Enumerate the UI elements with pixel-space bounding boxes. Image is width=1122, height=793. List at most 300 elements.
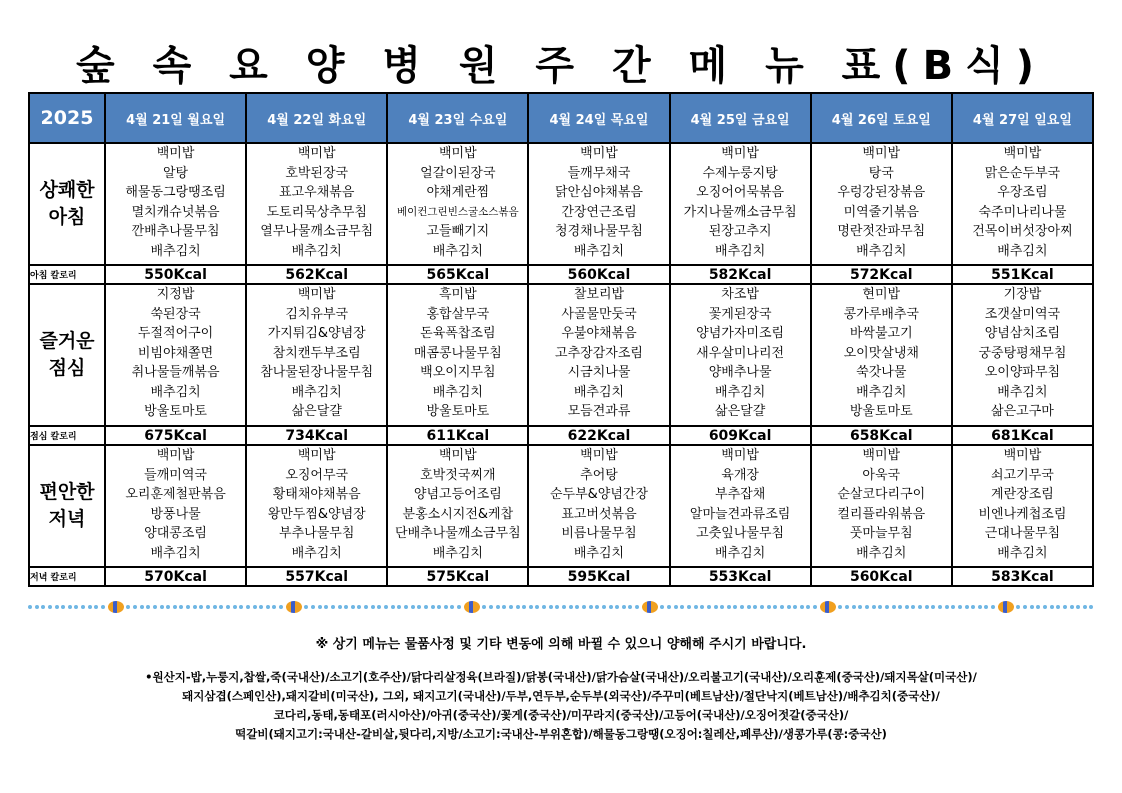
dot-decoration xyxy=(958,605,962,609)
dinner-calorie-row xyxy=(29,567,1093,586)
fish-icon xyxy=(464,601,480,613)
dot-decoration xyxy=(1089,605,1093,609)
dot-decoration xyxy=(615,605,619,609)
menu-item: 열무나물깨소금무침 xyxy=(260,224,374,239)
menu-item: 방울토마토 xyxy=(426,404,490,419)
dot-decoration xyxy=(496,605,500,609)
dot-decoration xyxy=(905,605,909,609)
dot-decoration xyxy=(793,605,797,609)
dot-decoration xyxy=(660,605,664,609)
menu-item: 탕국 xyxy=(868,165,894,181)
menu-item: 배추김치 xyxy=(291,384,342,400)
year-header: 2025 xyxy=(29,93,105,143)
dot-decoration xyxy=(951,605,955,609)
dot-decoration xyxy=(444,605,448,609)
dot-decoration xyxy=(707,605,711,609)
dot-decoration xyxy=(1023,605,1027,609)
menu-item: 추어탕 xyxy=(580,467,618,483)
dot-decoration xyxy=(628,605,632,609)
menu-item: 찰보리밥 xyxy=(573,287,625,302)
calorie-label: 저녁 칼로리 xyxy=(29,567,105,586)
calorie-value: 565Kcal xyxy=(387,265,528,284)
dot-decoration xyxy=(101,605,105,609)
dot-decoration xyxy=(622,605,626,609)
dot-decoration xyxy=(740,605,744,609)
menu-item: 배추김치 xyxy=(573,243,625,259)
dot-decoration xyxy=(304,605,308,609)
menu-item: 참나물된장나물무침 xyxy=(260,365,374,380)
dot-decoration xyxy=(417,605,421,609)
dot-decoration xyxy=(838,605,842,609)
dot-decoration xyxy=(667,605,671,609)
menu-item: 배추김치 xyxy=(150,243,201,259)
menu-item: 배추김치 xyxy=(856,545,907,561)
dot-decoration xyxy=(978,605,982,609)
menu-cell xyxy=(811,143,952,265)
dot-decoration xyxy=(852,605,856,609)
dot-decoration xyxy=(371,605,375,609)
dot-decoration xyxy=(199,605,203,609)
menu-item: 취나물들깨볶음 xyxy=(131,365,220,380)
dot-decoration xyxy=(351,605,355,609)
menu-item: 황태채야채볶음 xyxy=(272,487,361,502)
dot-decoration xyxy=(918,605,922,609)
menu-item: 궁중탕평채무침 xyxy=(978,345,1067,361)
dot-decoration xyxy=(509,605,513,609)
dot-decoration xyxy=(364,605,368,609)
menu-item: 도토리묵상추무침 xyxy=(266,204,367,220)
lunch-label xyxy=(29,284,105,426)
menu-item: 콩가루배추국 xyxy=(843,306,919,322)
menu-item: 백미밥 xyxy=(580,448,618,463)
calorie-label: 점심 칼로리 xyxy=(29,426,105,445)
menu-item: 시금치나물 xyxy=(567,365,631,380)
menu-item: 백미밥 xyxy=(580,146,618,161)
calorie-value: 570Kcal xyxy=(105,567,246,586)
dot-decoration xyxy=(635,605,639,609)
dot-decoration xyxy=(991,605,995,609)
fish-icon xyxy=(998,601,1014,613)
dot-decoration xyxy=(931,605,935,609)
calorie-value: 622Kcal xyxy=(528,426,669,445)
dot-decoration xyxy=(753,605,757,609)
menu-item: 명란젓잔파무침 xyxy=(837,224,926,239)
dot-decoration xyxy=(437,605,441,609)
dot-decoration xyxy=(68,605,72,609)
menu-item: 배추김치 xyxy=(432,545,483,561)
menu-item: 양대콩조림 xyxy=(144,526,207,541)
menu-item: 백오이지무침 xyxy=(420,365,496,380)
dot-decoration xyxy=(1016,605,1020,609)
decorative-fish-border xyxy=(28,598,1094,616)
calorie-value: 658Kcal xyxy=(811,426,952,445)
dot-decoration xyxy=(535,605,539,609)
menu-item: 건목이버섯장아찌 xyxy=(972,224,1073,239)
menu-cell xyxy=(105,445,246,567)
dot-decoration xyxy=(945,605,949,609)
dot-decoration xyxy=(424,605,428,609)
menu-item: 백미밥 xyxy=(297,146,336,161)
menu-cell xyxy=(952,143,1093,265)
dot-decoration xyxy=(179,605,183,609)
dot-decoration xyxy=(397,605,401,609)
breakfast-row xyxy=(29,143,1093,265)
dot-decoration xyxy=(800,605,804,609)
dot-decoration xyxy=(602,605,606,609)
dot-decoration xyxy=(522,605,526,609)
origin-line: 코다리,동태,동태포(러시아산)/아귀(중국산)/꽃게(중국산)/미꾸라지(중국산)/고등어(국내산)/오징어젓갈(중국산)/ xyxy=(273,708,849,722)
menu-item: 백미밥 xyxy=(1003,448,1042,463)
menu-item: 표고버섯볶음 xyxy=(561,506,637,522)
breakfast-label xyxy=(29,143,105,265)
dot-decoration xyxy=(680,605,684,609)
menu-item: 백미밥 xyxy=(721,448,759,463)
dot-decoration xyxy=(582,605,586,609)
dot-decoration xyxy=(377,605,381,609)
dot-decoration xyxy=(133,605,137,609)
dot-decoration xyxy=(279,605,283,609)
menu-item: 돈육폭찹조림 xyxy=(420,326,496,341)
dot-decoration xyxy=(714,605,718,609)
dot-decoration xyxy=(226,605,230,609)
calorie-value: 595Kcal xyxy=(528,567,669,586)
menu-item: 오징어무국 xyxy=(285,467,349,483)
menu-item: 김치유부국 xyxy=(285,306,349,322)
menu-item: 모듬견과류 xyxy=(567,404,631,419)
dot-decoration xyxy=(41,605,45,609)
dot-decoration xyxy=(694,605,698,609)
header-row xyxy=(29,93,1093,143)
dot-decoration xyxy=(344,605,348,609)
meal-label-line: 점심 xyxy=(48,357,86,379)
dot-decoration xyxy=(324,605,328,609)
menu-item: 컬리플라워볶음 xyxy=(837,506,926,522)
dot-decoration xyxy=(253,605,257,609)
menu-item: 조갯살미역국 xyxy=(984,306,1061,322)
menu-item: 표고우채볶음 xyxy=(279,185,355,200)
dot-decoration xyxy=(431,605,435,609)
dot-decoration xyxy=(193,605,197,609)
menu-cell xyxy=(105,143,246,265)
dot-decoration xyxy=(74,605,78,609)
dot-decoration xyxy=(206,605,210,609)
dot-decoration xyxy=(885,605,889,609)
menu-cell xyxy=(528,143,669,265)
menu-cell xyxy=(387,143,528,265)
menu-item: 양념가자미조림 xyxy=(696,326,785,341)
menu-cell xyxy=(811,445,952,567)
menu-item: 풋마늘무침 xyxy=(849,526,913,541)
dot-decoration xyxy=(173,605,177,609)
day-header: 4월 24일 목요일 xyxy=(528,93,669,143)
menu-item: 홍합살무국 xyxy=(426,306,490,322)
fish-icon xyxy=(820,601,836,613)
dot-decoration xyxy=(246,605,250,609)
menu-item: 백미밥 xyxy=(297,287,336,302)
menu-item: 백미밥 xyxy=(862,146,901,161)
menu-item: 순두부&양념간장 xyxy=(549,487,649,502)
calorie-value: 550Kcal xyxy=(105,265,246,284)
calorie-value: 551Kcal xyxy=(952,265,1093,284)
menu-item: 두절적어구이 xyxy=(137,326,214,341)
dot-decoration xyxy=(331,605,335,609)
dot-decoration xyxy=(575,605,579,609)
menu-item: 백미밥 xyxy=(156,146,195,161)
meal-label-line: 편안한 xyxy=(39,481,95,503)
dot-decoration xyxy=(806,605,810,609)
menu-item: 백미밥 xyxy=(297,448,336,463)
menu-item: 참치캔두부조림 xyxy=(272,345,361,361)
menu-item: 미역줄기볶음 xyxy=(843,204,919,220)
origin-line: 떡갈비(돼지고기:국내산-갈비살,뒷다리,지방/소고기:국내산-부위혼합)/해물동그랑땡(오징어:칠레산,페루산)/생콩가루(콩:중국산) xyxy=(235,727,887,741)
menu-item: 방울토마토 xyxy=(144,404,207,419)
dinner-row xyxy=(29,445,1093,567)
menu-item: 배추김치 xyxy=(291,243,342,259)
dot-decoration xyxy=(516,605,520,609)
menu-item: 배추김치 xyxy=(715,545,766,561)
dot-decoration xyxy=(153,605,157,609)
origin-line: 돼지삼겹(스페인산),돼지갈비(미국산), 그외, 돼지고기(국내산)/두부,연두부,순두부(외국산)/주꾸미(베트남산)/절단낙지(베트남산)/배추김치(중국산)/ xyxy=(182,689,940,703)
menu-cell xyxy=(952,284,1093,426)
dot-decoration xyxy=(767,605,771,609)
dot-decoration xyxy=(166,605,170,609)
dot-decoration xyxy=(589,605,593,609)
menu-cell xyxy=(387,445,528,567)
menu-item: 수제누룽지탕 xyxy=(702,165,778,181)
menu-cell xyxy=(387,284,528,426)
dot-decoration xyxy=(925,605,929,609)
dot-decoration xyxy=(555,605,559,609)
dot-decoration xyxy=(1030,605,1034,609)
menu-item: 분홍소시지전&케찹 xyxy=(402,506,514,522)
dot-decoration xyxy=(411,605,415,609)
day-header: 4월 27일 일요일 xyxy=(952,93,1093,143)
menu-item: 가지튀김&양념장 xyxy=(267,326,366,341)
menu-item: 오징어어묵볶음 xyxy=(696,185,785,200)
menu-item: 방풍나물 xyxy=(150,506,201,522)
menu-item: 부추나물무침 xyxy=(279,526,355,541)
dot-decoration xyxy=(1083,605,1087,609)
day-header: 4월 25일 금요일 xyxy=(670,93,811,143)
menu-item: 백미밥 xyxy=(1003,146,1042,161)
dot-decoration xyxy=(266,605,270,609)
menu-item: 아욱국 xyxy=(862,467,901,483)
menu-item: 고추장감자조림 xyxy=(555,345,643,361)
menu-item: 삶은달걀 xyxy=(715,404,766,419)
menu-item: 지정밥 xyxy=(156,287,195,302)
menu-cell xyxy=(952,445,1093,567)
dot-decoration xyxy=(28,605,32,609)
dinner-label xyxy=(29,445,105,567)
fish-icon xyxy=(108,601,124,613)
dot-decoration xyxy=(391,605,395,609)
menu-item: 현미밥 xyxy=(862,287,901,302)
menu-cell xyxy=(246,284,387,426)
dot-decoration xyxy=(318,605,322,609)
menu-item: 왕만두찜&양념장 xyxy=(267,506,366,522)
menu-item: 알마늘견과류조림 xyxy=(689,506,791,522)
menu-item: 배추김치 xyxy=(856,384,907,400)
menu-item: 배추김치 xyxy=(715,384,766,400)
calorie-value: 575Kcal xyxy=(387,567,528,586)
calorie-value: 734Kcal xyxy=(246,426,387,445)
menu-cell xyxy=(528,445,669,567)
menu-item: 배추김치 xyxy=(150,545,201,561)
menu-item: 배추김치 xyxy=(432,243,483,259)
menu-cell xyxy=(811,284,952,426)
calorie-value: 560Kcal xyxy=(811,567,952,586)
dot-decoration xyxy=(773,605,777,609)
menu-item: 삶은고구마 xyxy=(991,404,1054,419)
menu-item: 백미밥 xyxy=(439,448,477,463)
menu-item: 배추김치 xyxy=(856,243,907,259)
menu-cell xyxy=(246,143,387,265)
page-title: 숲 속 요 양 병 원 주 간 메 뉴 표(B식) xyxy=(76,43,1046,89)
dot-decoration xyxy=(450,605,454,609)
dot-decoration xyxy=(1050,605,1054,609)
dot-decoration xyxy=(727,605,731,609)
dot-decoration xyxy=(357,605,361,609)
weekly-menu-table xyxy=(28,92,1094,587)
fish-icon xyxy=(286,601,302,613)
dot-decoration xyxy=(595,605,599,609)
dot-decoration xyxy=(898,605,902,609)
menu-item: 들깨무채국 xyxy=(567,165,631,181)
dot-decoration xyxy=(1076,605,1080,609)
calorie-value: 582Kcal xyxy=(670,265,811,284)
dot-decoration xyxy=(1036,605,1040,609)
menu-item: 고들빼기지 xyxy=(426,224,490,239)
menu-item: 삶은달걀 xyxy=(291,404,342,419)
menu-item: 꽃게된장국 xyxy=(708,306,772,322)
calorie-value: 572Kcal xyxy=(811,265,952,284)
dot-decoration xyxy=(489,605,493,609)
dot-decoration xyxy=(529,605,533,609)
dot-decoration xyxy=(872,605,876,609)
menu-item: 백미밥 xyxy=(439,146,477,161)
meal-label-line: 상쾌한 xyxy=(39,179,95,201)
menu-item: 배추김치 xyxy=(715,243,766,259)
origin-info xyxy=(40,668,1082,744)
menu-item: 양념고등어조림 xyxy=(413,487,502,502)
calorie-value: 675Kcal xyxy=(105,426,246,445)
dot-decoration xyxy=(787,605,791,609)
dot-decoration xyxy=(55,605,59,609)
menu-item: 닭안심야채볶음 xyxy=(555,185,643,200)
menu-item: 우불야채볶음 xyxy=(561,326,637,341)
dot-decoration xyxy=(126,605,130,609)
dot-decoration xyxy=(140,605,144,609)
meal-label-line: 아침 xyxy=(48,206,86,228)
dot-decoration xyxy=(502,605,506,609)
menu-item: 가지나물깨소금무침 xyxy=(683,204,797,220)
menu-cell xyxy=(670,284,811,426)
dot-decoration xyxy=(760,605,764,609)
dot-decoration xyxy=(219,605,223,609)
dot-decoration xyxy=(813,605,817,609)
dot-decoration xyxy=(457,605,461,609)
dot-decoration xyxy=(35,605,39,609)
dot-decoration xyxy=(81,605,85,609)
dot-decoration xyxy=(1043,605,1047,609)
calorie-value: 557Kcal xyxy=(246,567,387,586)
dot-decoration xyxy=(48,605,52,609)
menu-item: 호박젓국찌개 xyxy=(420,467,496,483)
dot-decoration xyxy=(482,605,486,609)
calorie-value: 560Kcal xyxy=(528,265,669,284)
menu-item: 배추김치 xyxy=(573,545,625,561)
dot-decoration xyxy=(911,605,915,609)
dot-decoration xyxy=(674,605,678,609)
lunch-calorie-row xyxy=(29,426,1093,445)
dot-decoration xyxy=(404,605,408,609)
dot-decoration xyxy=(1056,605,1060,609)
dot-decoration xyxy=(965,605,969,609)
dot-decoration xyxy=(233,605,237,609)
dot-decoration xyxy=(938,605,942,609)
menu-item: 백미밥 xyxy=(721,146,759,161)
menu-item: 호박된장국 xyxy=(285,165,349,181)
menu-item: 양념삼치조림 xyxy=(984,326,1061,341)
menu-item: 쇠고기무국 xyxy=(991,467,1054,483)
calorie-value: 583Kcal xyxy=(952,567,1093,586)
menu-item: 베이컨그린빈스굴소스볶음 xyxy=(396,205,519,218)
dot-decoration xyxy=(213,605,217,609)
calorie-value: 553Kcal xyxy=(670,567,811,586)
menu-item: 배추김치 xyxy=(573,384,625,400)
dot-decoration xyxy=(747,605,751,609)
calorie-value: 611Kcal xyxy=(387,426,528,445)
dot-decoration xyxy=(542,605,546,609)
menu-item: 백미밥 xyxy=(156,448,195,463)
notice-text: ※ 상기 메뉴는 물품사정 및 기타 변동에 의해 바뀔 수 있으니 양해해 주시기 바랍니다. xyxy=(315,637,807,652)
dot-decoration xyxy=(61,605,65,609)
menu-item: 부추잡채 xyxy=(715,487,766,502)
menu-item: 기장밥 xyxy=(1003,287,1042,302)
menu-item: 비엔나케첩조림 xyxy=(978,506,1067,522)
dot-decoration xyxy=(1070,605,1074,609)
calorie-value: 562Kcal xyxy=(246,265,387,284)
dot-decoration xyxy=(858,605,862,609)
menu-cell xyxy=(670,445,811,567)
menu-item: 계란장조림 xyxy=(991,487,1054,502)
menu-item: 오리훈제철판볶음 xyxy=(125,487,226,502)
menu-item: 육개장 xyxy=(721,467,759,483)
menu-item: 고춧잎나물무침 xyxy=(696,526,785,541)
menu-item: 쑥갓나물 xyxy=(856,365,907,380)
menu-item: 청경채나물무침 xyxy=(555,224,643,239)
origin-line: •원산지-밥,누룽지,찹쌀,죽(국내산)/소고기(호주산)/닭다리살정육(브라질)/닭봉(국내산)/닭가슴살(국내산)/오리불고기(국내산)/오리훈제(중국산)/돼지목살(미국산)/ xyxy=(145,670,977,684)
dot-decoration xyxy=(239,605,243,609)
lunch-row xyxy=(29,284,1093,426)
dot-decoration xyxy=(88,605,92,609)
dot-decoration xyxy=(186,605,190,609)
dot-decoration xyxy=(146,605,150,609)
dot-decoration xyxy=(878,605,882,609)
dot-decoration xyxy=(971,605,975,609)
dot-decoration xyxy=(720,605,724,609)
menu-item: 우렁강된장볶음 xyxy=(837,185,926,200)
dot-decoration xyxy=(569,605,573,609)
menu-item: 단배추나물깨소금무침 xyxy=(395,526,521,541)
dot-decoration xyxy=(700,605,704,609)
menu-cell xyxy=(670,143,811,265)
menu-item: 차조밥 xyxy=(721,287,759,302)
dot-decoration xyxy=(984,605,988,609)
menu-item: 순살코다리구이 xyxy=(837,487,926,502)
day-header: 4월 22일 화요일 xyxy=(246,93,387,143)
menu-item: 배추김치 xyxy=(432,384,483,400)
